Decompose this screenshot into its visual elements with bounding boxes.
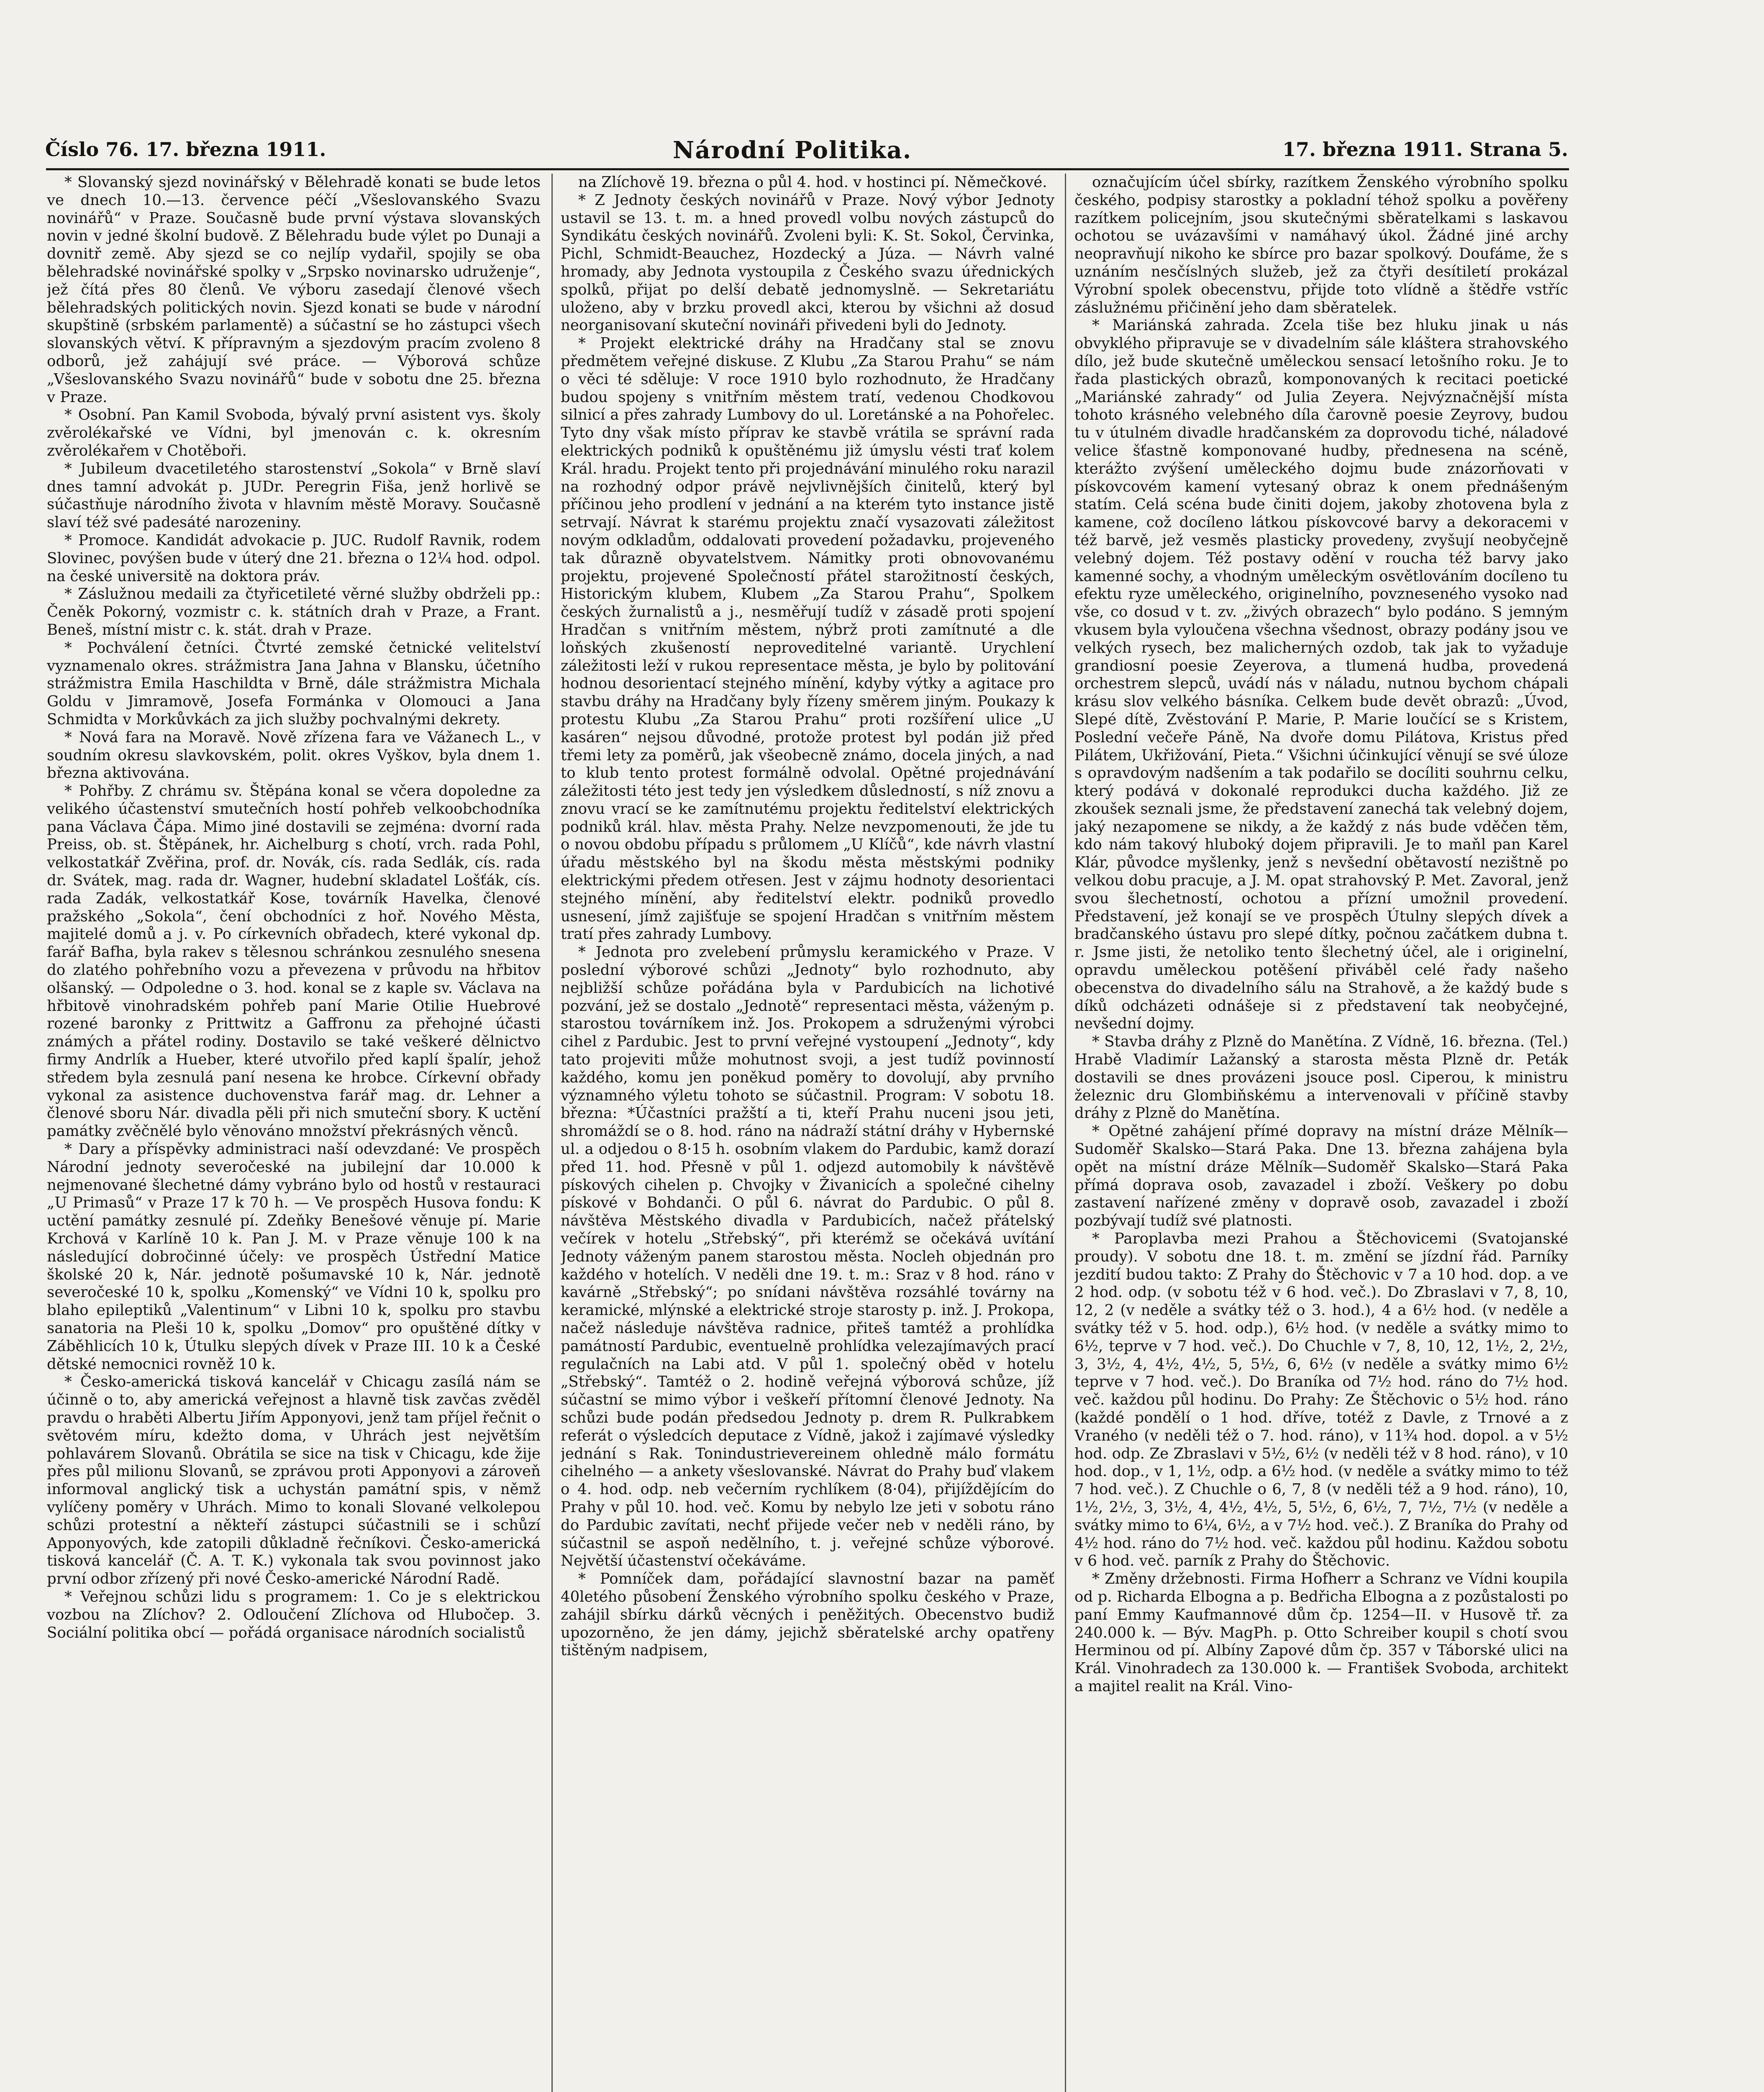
article-paragraph: * Jednota pro zvelebení průmyslu keramického v Praze. V poslední výborové schůzi „Jednoty“ bylo rozhodnuto, aby nejbližší schůze pořádána byla v Pardubicích na lichotivé pozvání, jež se dostalo „Jednotě“ representaci města, váženým p. starostou továrníkem inž. Jos. Prokopem a sdruženými výrobci cihel z Pardubic. Jest to první veřejné vystoupení „Jednoty“, kdy tato projeviti může mohutnost svoji, a jest tudíž povinností každého, komu jen poněkud poměry to dovolují, aby prvního významného výletu tohoto se súčastnil. Program: V sobotu 18. března: *Účastníci pražští a ti, kteří Prahu nuceni jsou jeti, shromáždí se o 8. hod. ráno na nádraží státní dráhy v Hybernské ul. a odjedou o 8·15 h. osobním vlakem do Pardubic, kamž dorazí před 11. hod. Přesně v půl 1. odjezd automobily k návštěvě pískových cihelen p. Chvojky v Živanicích a společné cihelny pískové v Bohdanči. O půl 6. návrat do Pardubic. O půl 8. návštěva Městského divadla v Pardubicích, načež přátelský večírek v hotelu „Střebský“, při kterémž se očekává uvítání Jednoty váženým panem starostou města. Nocleh objednán pro každého v hotelích. V neděli dne 19. t. m.: Sraz v 8 hod. ráno v kavárně „Střebský“; po snídani návštěva rozsáhlé továrny na keramické, mlýnské a elektrické stroje starosty p. inž. J. Prokopa, načež následuje návštěva radnice, přiteš tamtéž a prohlídka památností Pardubic, eventuelně prohlídka velezajímavých prací regulačních na Labi atd. V půl 1. společný oběd v hotelu „Střebský“. Tamtéž o 2. hodině veřejná výborová schůze, jíž súčastní se mimo výbor i veškeří přítomní členové Jednoty. Na schůzi bude podán předsedou Jednoty p. drem R. Pulkrabkem referát o výsledcích deputace z Vídně, jakož i zajímavé výsledky jednání s Rak. Tonindustrievereinem ohledně málo formátu cihelného — a ankety všeslovanské. Návrat do Prahy buď vlakem o 4. hod. odp. neb večerním rychlíkem (8·04), přijíždějícím do Prahy v půl 10. hod. več. Komu by nebylo lze jeti v sobotu ráno do Pardubic zavítati, nechť přijede večer neb v neděli ráno, by súčastnil se aspoň nedělního, t. j. veřejné schůze výborové. Největší účastenství očekáváme.: [561, 943, 1054, 1570]
article-paragraph: * Záslužnou medaili za čtyřicetileté věrné služby obdrželi pp.: Čeněk Pokorný, vozmistr c. k. státních drah v Praze, a Frant. Beneš, místní mistr c. k. stát. drah v Praze.: [47, 585, 541, 638]
column-divider: [551, 174, 553, 2092]
page-header: [45, 138, 1568, 167]
article-paragraph: * Pohřby. Z chrámu sv. Štěpána konal se včera dopoledne za velikého účastenství smutečních hostí pohřeb velkoobchodníka pana Václava Čápa. Mimo jiné dostavili se zejména: dvorní rada Preiss, ob. st. Štěpánek, hr. Aichelburg s chotí, vrch. rada Pohl, velkostatkář Zvěřina, prof. dr. Novák, cís. rada Sedlák, cís. rada dr. Svátek, mag. rada dr. Wagner, hudební skladatel Lošťák, cís. rada Zadák, velkostatkář Kose, továrník Havelka, členové pražského „Sokola“, čení obchodníci z hoř. Nového Města, majitelé domů a j. v. Po církevních obřadech, které vykonal dp. farář Bafha, byla rakev s tělesnou schránkou zesnulého snesena do zlatého pohřebního vozu a převezena v průvodu na hřbitov olšanský. — Odpoledne o 3. hod. konal se z kaple sv. Václava na hřbitově vinohradském pohřeb paní Marie Otilie Huebrové rozené baronky z Prittwitz a Gaffronu za přehojné účasti známých a přátel rodiny. Dostavilo se také veškeré dělnictvo firmy Andrlík a Hueber, které utvořilo před kaplí špalír, jehož středem byla zesnulá paní nesena ke hrobce. Církevní obřady vykonal za asistence duchovenstva farář mag. dr. Lehner a členové sboru Nár. divadla pěli při nich smuteční sbory. K uctění památky zvěčnělé bylo věnováno množství překrásných věnců.: [47, 782, 541, 1140]
column-divider: [1065, 174, 1066, 2092]
article-paragraph: * Pochválení četníci. Čtvrté zemské četnické velitelství vyznamenalo okres. strážmistra Jana Jahna v Blansku, účetního strážmistra Emila Haschildta v Brně, dále strážmistra Michala Goldu v Jimramově, Josefa Formánka v Olomouci a Jana Schmidta v Morkůvkách za jich služby pochvalnými dekrety.: [47, 639, 541, 728]
article-paragraph: * Z Jednoty českých novinářů v Praze. Nový výbor Jednoty ustavil se 13. t. m. a hned provedl volbu nových zástupců do Syndikátu českých novinářů. Zvoleni byli: K. St. Sokol, Červinka, Pichl, Schmidt-Beauchez, Hozdecký a Júza. — Návrh valné hromady, aby Jednota vystoupila z Českého svazu úřednických spolků, přijat po delší debatě jednomyslně. — Sekretariátu uloženo, aby v brzku provedl akci, kterou by všichni až dosud neorganisovaní skuteční novináři přivedeni byli do Jednoty.: [561, 191, 1054, 334]
column-1: [47, 174, 541, 2092]
masthead: Národní Politika.: [673, 136, 912, 164]
article-paragraph: * Osobní. Pan Kamil Svoboda, bývalý první asistent vys. školy zvěrolékařské ve Vídni, byl jmenován c. k. okresním zvěrolékařem v Chotěboři.: [47, 406, 541, 459]
article-paragraph: * Mariánská zahrada. Zcela tiše bez hluku jinak u nás obvyklého připravuje se v divadelním sále kláštera strahovského dílo, jež bude skutečně uměleckou sensací letošního roku. Je to řada plastických obrazů, komponovaných k recitaci poetické „Mariánské zahrady“ od Julia Zeyera. Nejvýznačnější místa tohoto krásného velebného díla čarovně poesie Zeyrovy, budou tu v útulném divadle hradčanském za doprovodu tiché, náladové velice šťastně komponované hudby, přednesena na scéně, kterážto zvýšení uměleckého dojmu bude znázorňovati v pískovcovém kamení vytesaný obraz k onem přednášeným statím. Celá scéna bude činiti dojem, jakoby zhotovena byla z kamene, což docíleno látkou pískovcové barvy a dekoracemi v též barvě, jež vesměs plasticky provedeny, zvyšují neobyčejně velebný dojem. Též postavy odění v roucha též barvy jako kamenné sochy, a vhodným uměleckým osvětlováním docíleno tu efektu ryze uměleckého, originelního, povzneseného vysoko nad vše, co dosud v t. zv. „živých obrazech“ bylo podáno. S jemným vkusem byla vyloučena všechna všednost, obrazy podány jsou ve velkých rysech, bez malicherných ozdob, tak jak to vyžaduje grandiosní poesie Zeyerova, a tlumená hudba, provedená orchestrem slepců, uvádí nás v náladu, nutnou bychom chápali krásu slov velkého básníka. Celkem bude devět obrazů: „Úvod, Slepé dítě, Zvěstování P. Marie, P. Marie loučící se s Kristem, Poslední večeře Páně, Na dvoře domu Pilátova, Kristus před Pilátem, Ukřižování, Pieta.“ Všichni účinkující věnují se své úloze s opravdovým nadšením a tak podařilo se docíliti souhrnu celku, který podává v dokonalé reprodukci ducha každého. Již ze zkoušek seznali jsme, že představení zanechá tak velebný dojem, jaký nezapomene se nikdy, a že každý z nás bude vděčen těm, kdo nám takový hluboký dojem připravili. Je to maňl pan Karel Klár, původce myšlenky, jenž s nevšední obětavostí nezištně po velkou dobu pracuje, a J. M. opat strahovský P. Met. Zavoral, jenž svou šlechetností, ochotou a přízní umožnil provedení. Představení, jež konají se ve prospěch Útulny slepých dívek a bradčanského ústavu pro slepé dítky, počnou začátkem dubna t. r. Jsme jisti, že netoliko tento šlechetný účel, ale i originelní, opravdu uměleckou potěšení přiváběl celé řady našeho obecenstva do divadelního sálu na Strahově, a že každý bude s díků odcházeti odnášeje si z představení tak neobyčejné, nevšední dojmy.: [1074, 317, 1568, 1033]
article-paragraph: na Zlíchově 19. března o půl 4. hod. v hostinci pí. Němečkové.: [578, 174, 1047, 191]
column-3: [1074, 174, 1568, 2092]
article-paragraph: * Opětné zahájení přímé dopravy na místní dráze Mělník—Sudoměř Skalsko—Stará Paka. Dne 13. března zahájena byla opět na místní dráze Mělník—Sudoměř Skalsko—Stará Paka přímá doprava osob, zavazadel i zboží. Veškery po dobu zastavení nařízené změny v dopravě osob, zavazadel i zboží pozbývají tudíž své platnosti.: [1074, 1123, 1568, 1230]
article-paragraph: * Dary a příspěvky administraci naší odevzdané: Ve prospěch Národní jednoty severočeské na jubilejní dar 10.000 k nejmenované šlechetné dámy vybráno bylo od hostů v restauraci „U Primasů“ v Praze 17 k 70 h. — Ve prospěch Husova fondu: K uctění památky zesnulé pí. Zdeňky Benešové věnuje pí. Marie Krchová v Karlíně 10 k. Pan J. M. v Praze věnuje 100 k na následující dobročinné účely: ve prospěch Ústřední Matice školské 20 k, Nár. jednotě pošumavské 10 k, Nár. jednotě severočeské 10 k, spolku „Komenský“ ve Vídni 10 k, spolku pro blaho epileptiků „Valentinum“ v Libni 10 k, spolku pro stavbu sanatoria na Pleši 10 k, spolku „Domov“ pro opuštěné dítky v Záběhlicích 10 k, Útulku slepých dívek v Praze III. 10 k a České dětské nemocnici rovněž 10 k.: [47, 1141, 541, 1373]
issue-number: Číslo 76. 17. března 1911.: [45, 138, 326, 161]
article-paragraph: * Veřejnou schůzi lidu s programem: 1. Co je s elektrickou vozbou na Zlíchov? 2. Odloučení Zlíchova od Hlubočep. 3. Sociální politika obcí — pořádá organisace národních socialistů: [47, 1588, 541, 1641]
date-page-number: 17. března 1911. Strana 5.: [1282, 138, 1568, 161]
article-paragraph: * Stavba dráhy z Plzně do Manětína. Z Vídně, 16. března. (Tel.) Hrabě Vladimír Lažanský a starosta města Plzně dr. Peták dostavili se dnes provázeni jsouce posl. Ciperou, k ministru železnic dru Glombiňskému a intervenovali v příčině stavby dráhy z Plzně do Manětína.: [1074, 1033, 1568, 1122]
article-paragraph: * Paroplavba mezi Prahou a Štěchovicemi (Svatojanské proudy). V sobotu dne 18. t. m. změní se jízdní řád. Parníky jezdití budou takto: Z Prahy do Štěchovic v 7 a 10 hod. dop. a ve 2 hod. odp. (v sobotu též v 6 hod. več.). Do Zbraslavi v 7, 8, 10, 12, 2 (v neděle a svátky též o 3. hod.), 4 a 6½ hod. (v neděle a svátky též v 5. hod. odp.), 6½ hod. (v neděle a svátky mimo to 6½, teprve v 7 hod. več.). Do Chuchle v 7, 8, 10, 12, 1½, 2, 2½, 3, 3½, 4, 4½, 4½, 5, 5½, 6, 6½ (v neděle a svátky mimo 6½ teprve v 7 hod. več.). Do Braníka od 7½ hod. ráno do 7½ hod. več. každou půl hodinu. Do Prahy: Ze Štěchovic o 5½ hod. ráno (každé pondělí o 1 hod. dříve, totéž z Davle, z Trnové a z Vraného (v neděli též o 7. hod. ráno), v 11¾ hod. dopol. a v 5½ hod. odp. Ze Zbraslavi v 5½, 6½ (v neděli též v 8 hod. ráno), v 10 hod. dop., v 1, 1½, odp. a 6½ hod. (v neděle a svátky mimo to též 7 hod. več.). Z Chuchle o 6, 7, 8 (v neděli též a 9 hod. ráno), 10, 1½, 2½, 3, 3½, 4, 4½, 4½, 5, 5½, 6, 6½, 7, 7½, 7½ (v neděle a svátky mimo to 6¼, 6½, a v 7½ hod. več.). Z Braníka do Prahy od 4½ hod. ráno do 7½ hod. več. každou půl hodinu. Každou sobotu v 6 hod. več. parník z Prahy do Štěchovic.: [1074, 1230, 1568, 1570]
article-paragraph: * Nová fara na Moravě. Nově zřízena fara ve Vážanech L., v soudním okresu slavkovském, polit. okres Vyškov, byla dnem 1. března aktivována.: [47, 728, 541, 782]
article-paragraph: * Jubileum dvacetiletého starostenství „Sokola“ v Brně slaví dnes tamní advokát p. JUDr. Peregrin Fiša, jenž horlivě se súčastňuje národního života v hlavním městě Moravy. Současně slaví též své padesáté narozeniny.: [47, 460, 541, 531]
header-rule: [46, 168, 1569, 170]
article-paragraph: označujícím účel sbírky, razítkem Ženského výrobního spolku českého, podpisy starostky a pokladní téhož spolku a pověřeny razítkem policejním, jsou skutečnými sběratelkami s laskavou ochotou se uvázavšími v namáhavý úkol. Žádné jiné archy neopravňují nikoho ke sbírce pro bazar spolkový. Doufáme, že s uznáním nesčíslných služeb, jež za čtyři desítiletí prokázal Výrobní spolek obecenstvu, přijde toto vlídně a štědře vstříc záslužnému přičinění jeho dam sběratelek.: [1074, 174, 1568, 316]
article-paragraph: * Česko-americká tisková kancelář v Chicagu zasílá nám se účinně o to, aby americká veřejnost a hlavně tisk zavčas zvěděl pravdu o hraběti Albertu Jiřím Apponyovi, jenž tam příjel řečnit o světovém míru, kdežto doma, v Uhrách jest největším pohlavárem Slovanů. Obrátila se sice na tisk v Chicagu, kde žije přes půl milionu Slovanů, se zprávou proti Apponyovi a zároveň informoval anglický tisk a uchystán památní spis, v němž vylíčeny poměry v Uhrách. Mimo to konali Slované velkolepou schůzi protestní a někteří zástupci súčastnili se i schůzí Apponyových, kde zatopili důkladně řečníkovi. Česko-americká tisková kancelář (Č. A. T. K.) vykonala tak svou povinnost jako první odbor zřízený při nové Česko-americké Národní Radě.: [47, 1373, 541, 1588]
column-2: [561, 174, 1054, 2092]
article-paragraph: * Slovanský sjezd novinářský v Bělehradě konati se bude letos ve dnech 10.—13. července péčí „Všeslovanského Svazu novinářů“ v Praze. Současně bude první výstava slovanských novin v jedné školní budově. Z Bělehradu bude výlet po Dunaji a dovnitř země. Aby sjezd se co nejlíp vydařil, spojily se oba bělehradské novinářské spolky v „Srpsko novinarsko udruženje“, jež čítá přes 80 členů. Ve výboru zasedají členové všech bělehradských politických novin. Sjezd konati se bude v národní skupštině (srbském parlamentě) a súčastní se ho zástupci všech slovanských větví. K přípravným a sjezdovým pracím zvoleno 8 odborů, jež zahájují své práce. — Výborová schůze „Všeslovanského Svazu novinářů“ bude v sobotu dne 25. března v Praze.: [47, 174, 541, 406]
article-paragraph: * Promoce. Kandidát advokacie p. JUC. Rudolf Ravnik, rodem Slovinec, povýšen bude v úterý dne 21. března o 12¼ hod. odpol. na české universitě na doktora práv.: [47, 531, 541, 585]
article-paragraph: * Pomníček dam, pořádající slavnostní bazar na paměť 40letého působení Ženského výrobního spolku českého v Praze, zahájil sbírku dárků věcných i peněžitých. Obecenstvo budiž upozorněno, že jen dámy, jejichž sběratelské archy opatřeny tištěným nadpisem,: [561, 1570, 1054, 1659]
article-paragraph: * Změny držebnosti. Firma Hofherr a Schranz ve Vídni koupila od p. Richarda Elbogna a p. Bedřicha Elbogna a z pozůstalosti po paní Emmy Kaufmannové dům čp. 1254—II. v Husově tř. za 240.000 k. — Býv. MagPh. p. Otto Schreiber koupil s chotí svou Herminou od pí. Albíny Zapové dům čp. 357 v Táborské ulici na Král. Vinohradech za 130.000 k. — František Svoboda, architekt a majitel realit na Král. Vino-: [1074, 1570, 1568, 1695]
article-paragraph: * Projekt elektrické dráhy na Hradčany stal se znovu předmětem veřejné diskuse. Z Klubu „Za Starou Prahu“ se nám o věci té sděluje: V roce 1910 bylo rozhodnuto, že Hradčany budou spojeny s vnitřním městem tratí, vedenou Chodkovou silnicí a přes zahrady Lumbovy do ul. Loretánské a na Pohořelec. Tyto dny však místo příprav ke stavbě vrátila se správní rada elektrických podniků k opuštěnému již úmyslu vésti trať kolem Král. hradu. Projekt tento při projednávání minulého roku narazil na rozhodný odpor právě nejvlivnějších činitelů, který byl příčinou jeho prodlení v jednání a na kterém tyto instance jistě setrvají. Návrat k starému projektu značí vysazovati záležitost novým odkladům, oddalovati provedení požadavku, projeveného tak důrazně obyvatelstvem. Námitky proti obnovovanému projektu, projevené Společností přátel starožitností českých, Historickým klubem, Klubem „Za Starou Prahu“, Spolkem českých žurnalistů a j., nesměřují tudíž v zásadě proti spojení Hradčan s vnitřním městem, nýbrž proti zamítnuté a dle loňských zkušeností neproveditelné variantě. Urychlení záležitosti leží v rukou representace města, je bylo by politování hodnou desorientací stejného mínění, kdyby výtky a agitace pro stavbu dráhy na Hradčany byly řízeny směrem jiným. Poukazy k protestu Klubu „Za Starou Prahu“ proti rozšíření ulice „U kasáren“ nejsou důvodné, protože protest byl podán již před třemi lety za poměrů, jak všeobecně známo, docela jiných, a nad to klub tento protest formálně odvolal. Opětné projednávání záležitosti této jest tedy jen výsledkem důsledností, s níž znovu a znovu vrací se ke zamítnutému projektu ředitelství elektrických podniků král. hlav. města Prahy. Nelze nevzpomenouti, že jde tu o novou obdobu případu s průlomem „U Klíčů“, kde návrh vlastní úřadu městského byl na škodu města městskými podniky elektrickými předem otřesen. Jest v zájmu hodnoty desorientaci stejného mínění, aby ředitelství elektr. podniků provedlo usnesení, jímž zajišťuje se spojení Hradčan s vnitřním městem tratí přes zahrady Lumbovy.: [561, 335, 1054, 943]
